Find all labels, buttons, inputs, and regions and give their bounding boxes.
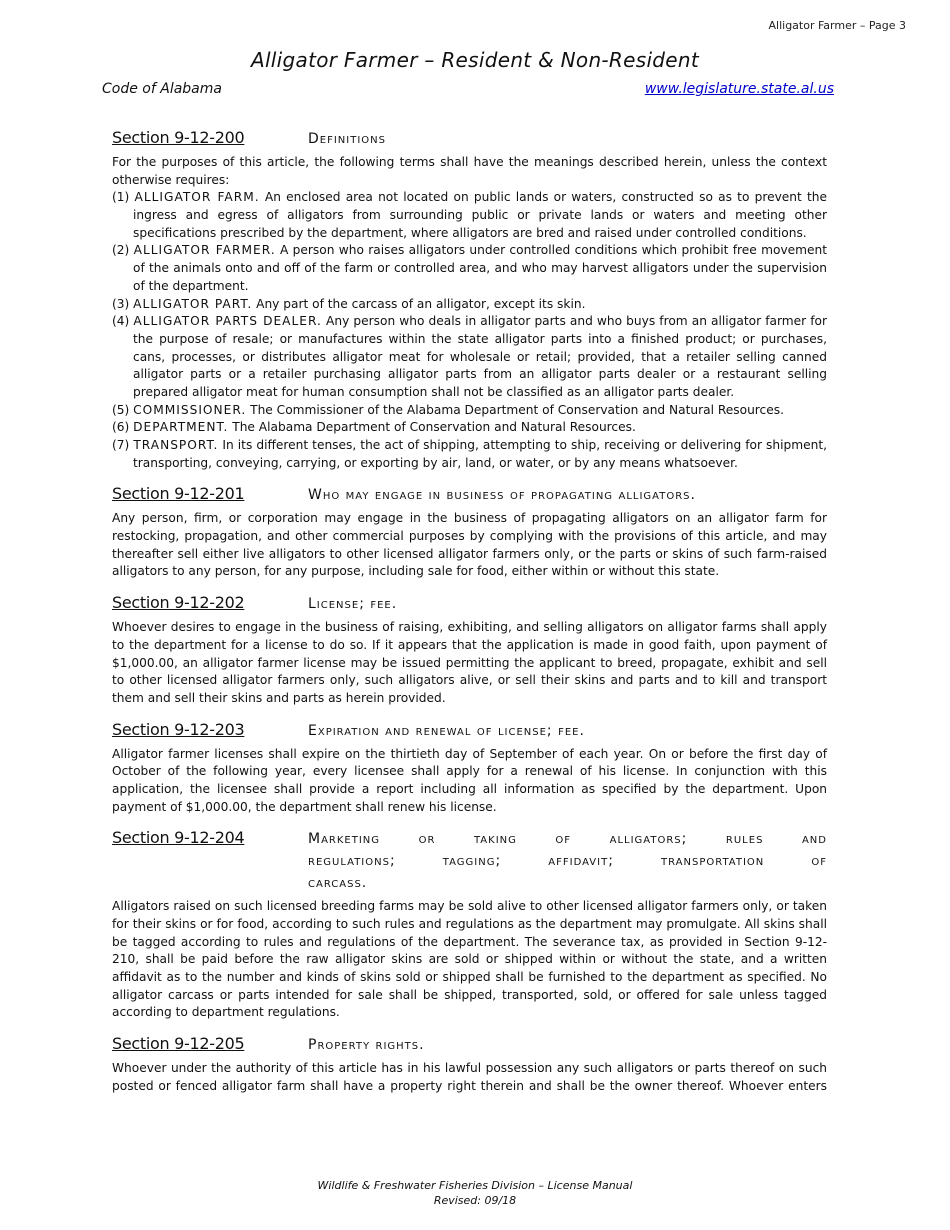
definition-item: (1) ALLIGATOR FARM. An enclosed area not located on public lands or waters, constructed so as to prevent the ingress and egress of alligators from surrounding public or private lands or waters and meeting other specifications prescribed by the department, where alligators are bred and raised under controlled conditions. [112,190,828,240]
section-text: Any person, firm, or corporation may engage in the business of propagating alligators on an alligator farm for restocking, propagation, and other commercial purposes by complying with the provisions of this article, and may thereafter sell either live alligators to other licensed alligator farmers only, or the parts or skins of such farm-raised alligators to any person, for any purpose, including sale for food, either within or without this state. [112,511,827,579]
page-header-label: Alligator Farmer – Page 3 [768,19,906,32]
section-9-12-204 [112,828,827,1022]
document-body [112,128,827,1108]
section-title: License; fee. [308,596,398,613]
section-title: Expiration and renewal of license; fee. [308,722,585,739]
footer-revised: Revised: 09/18 [433,1193,517,1207]
definition-item: (5) COMMISSIONER. The Commissioner of the Alabama Department of Conservation and Natural Resources. [112,402,784,417]
definition-item: (2) ALLIGATOR FARMER. A person who raises alligators under controlled conditions which prohibit free movement of the animals onto and off of the farm or controlled area, and who may harvest alligators under the supervision of the department. [112,243,828,293]
section-number: Section 9-12-205 [112,1034,245,1054]
section-title: Property rights. [308,1037,425,1054]
section-text: Whoever desires to engage in the business of raising, exhibiting, and selling alligators on alligator farms shall apply to the department for a license to do so. If it appears that the application is made in good faith, upon payment of $1,000.00, an alligator farmer license may be issued permitting the applicant to breed, propagate, exhibit and sell to other licensed alligator farmers only, such alligators alive, or sell their skins and parts and to kill and transport them and sell their skins and parts as herein provided. [112,620,827,705]
section-number: Section 9-12-200 [112,128,245,147]
section-9-12-205 [112,1034,827,1095]
section-title-line: regulations; tagging; affidavit; transportation of [308,853,827,870]
section-9-12-202 [112,593,827,707]
section-text: Alligators raised on such licensed breeding farms may be sold alive to other licensed alligator farmers only, or taken for their skins or for food, according to such rules and regulations as the department may promulgate. All skins shall be tagged according to rules and regulations of the department. The severance tax, as provided in Section 9-12-210, shall be paid before the raw alligator skins are sold or shipped within or without the state, and a written affidavit as to the number and kinds of skins sold or shipped shall be furnished to the department as specified. No alligator carcass or parts intended for sale shall be shipped, transported, sold, or offered for sale unless tagged according to department regulations. [112,899,827,1020]
section-number: Section 9-12-201 [112,484,245,504]
section-text: Whoever under the authority of this article has in his lawful possession any such alligators or parts thereof on such posted or fenced alligator farm shall have a property right therein and shall be the owner thereof. Whoever enters [112,1061,827,1093]
definition-item: (3) ALLIGATOR PART. Any part of the carcass of an alligator, except its skin. [112,296,586,311]
page-footer [0,1179,950,1208]
definition-item: (7) TRANSPORT. In its different tenses, the act of shipping, attempting to ship, receiving or delivering for shipment, transporting, conveying, carrying, or exporting by air, land, or water, or by any means whatsoever. [112,438,827,470]
section-number: Section 9-12-202 [112,593,245,613]
section-title: Definitions [308,131,386,147]
section-title-line: Marketing or taking of alligators; rules and [308,831,827,848]
section-intro: For the purposes of this article, the following terms shall have the meanings described herein, unless the context otherwise requires: [112,155,827,187]
section-number: Section 9-12-204 [112,828,245,848]
document-title: Alligator Farmer – Resident & Non-Resident [250,48,700,72]
code-label: Code of Alabama [102,81,222,97]
section-title: Who may engage in business of propagating alligators. [308,487,696,504]
definition-item: (6) DEPARTMENT. The Alabama Department of Conservation and Natural Resources. [112,420,636,435]
website-link[interactable]: www.legislature.state.al.us [644,81,834,97]
section-text: Alligator farmer licenses shall expire on the thirtieth day of September of each year. On or before the first day of October of the following year, every licensee shall apply for a renewal of his license. In conjunction with this application, the licensee shall provide a report including all information as specified by the department. Upon payment of $1,000.00, the department shall renew his license. [112,746,827,814]
section-title-line: carcass. [308,875,368,892]
section-9-12-203 [112,720,827,817]
section-9-12-201 [112,484,827,581]
section-9-12-200 [112,128,827,472]
definition-item: (4) ALLIGATOR PARTS DEALER. Any person who deals in alligator parts and who buys from an alligator farmer for the purpose of resale; or manufactures within the state alligator parts into a finished product; or purchases, cans, processes, or distributes alligator meat for wholesale or retail; provided, that a retailer selling canned alligator parts or a retailer purchasing alligator parts from an alligator parts dealer or a restaurant selling prepared alligator meat for human consumption shall not be classified as an alligator parts dealer. [112,314,828,399]
footer-division: Wildlife & Freshwater Fisheries Division – License Manual [317,1179,633,1193]
section-number: Section 9-12-203 [112,719,245,739]
